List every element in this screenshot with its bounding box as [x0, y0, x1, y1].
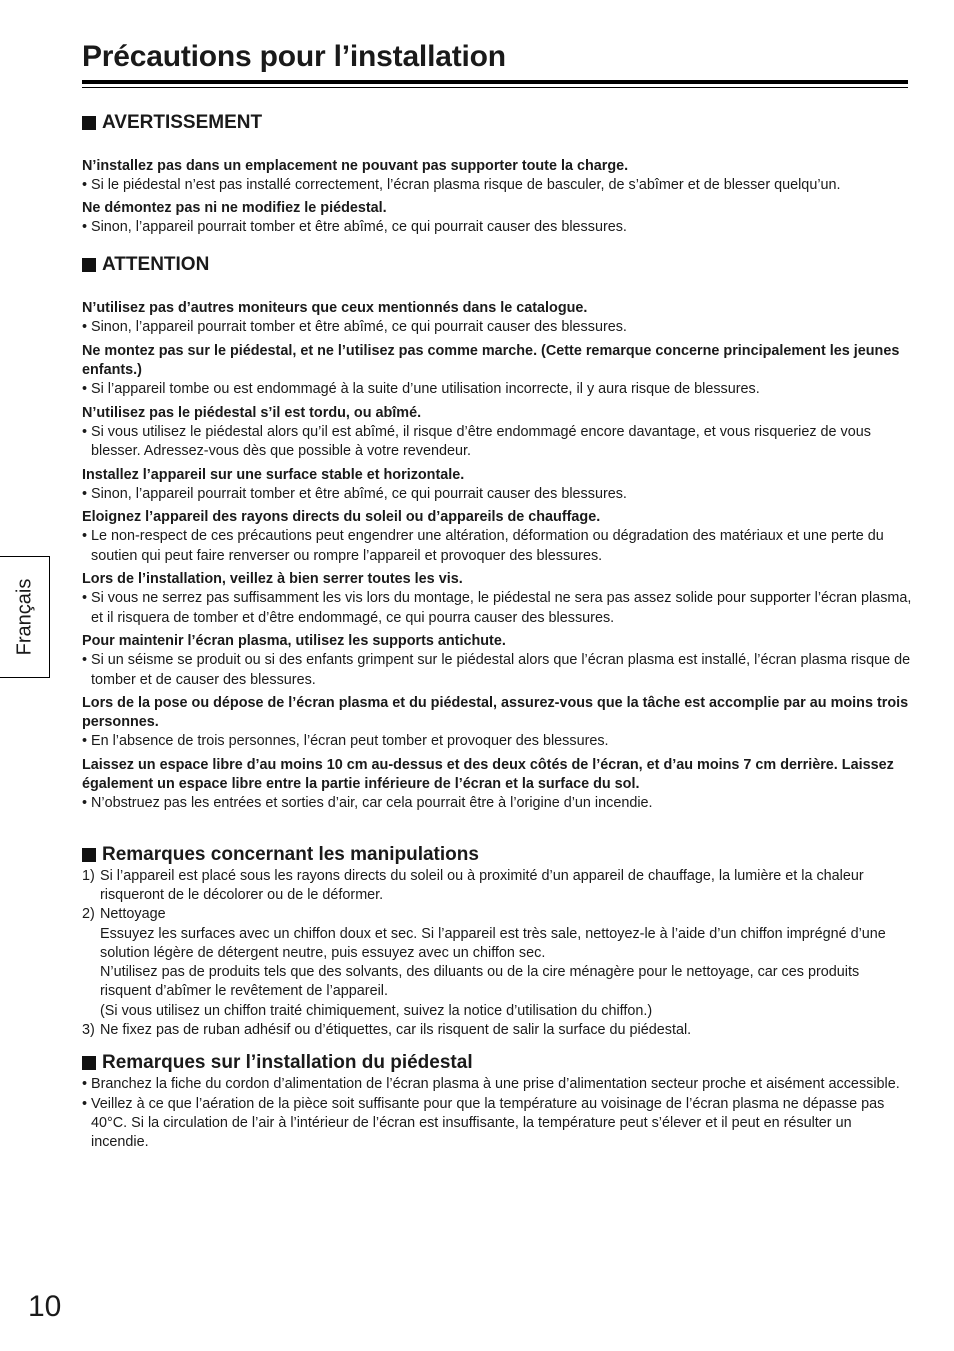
language-tab: [0, 556, 50, 678]
caution-heading-text: ATTENTION: [102, 254, 210, 276]
caution-item-title: Installez l’appareil sur une surface stable et horizontale.: [82, 466, 465, 483]
caution-item: [82, 570, 912, 628]
handling-item-2: [82, 905, 912, 924]
stand-bullet: [82, 1075, 912, 1094]
bullet-icon: •: [82, 652, 88, 669]
caution-item-title: Eloignez l’appareil des rayons directs du soleil ou d’appareils de chauffage.: [82, 509, 601, 526]
section-square-icon: [82, 1056, 96, 1070]
title-rule-thick: [82, 80, 908, 84]
stand-bullet: [82, 1095, 912, 1153]
bullet-icon: •: [82, 1076, 88, 1093]
warning-item: [82, 199, 912, 238]
caution-item-text: Si l’appareil tombe ou est endommagé à la suite d’une utilisation incorrecte, il y aura risque de blessures.: [91, 381, 760, 398]
caution-item: [82, 299, 912, 338]
caution-heading: [82, 253, 912, 277]
caution-item-text: En l’absence de trois personnes, l’écran peut tomber et provoquer des blessures.: [91, 733, 609, 750]
stand-heading: [82, 1051, 912, 1075]
bullet-icon: •: [82, 423, 88, 440]
handling-item-2-p2: N’utilisez pas de produits tels que des solvants, des diluants ou de la cire ménagère pour le nettoyage, car ces produits risquent d’abîmer le revêtement de l’appareil.: [100, 964, 860, 1000]
caution-item-title: Laissez un espace libre d’au moins 10 cm au-dessus et des deux côtés de l’écran, et d’au moins 7 cm derrière. Laissez également un espace libre entre la partie inférieure de l’écran et la surface du sol.: [82, 756, 894, 793]
caution-item-bullet: [82, 527, 912, 566]
bullet-icon: •: [82, 177, 88, 194]
warning-item: [82, 157, 912, 196]
bullet-icon: •: [82, 795, 88, 812]
caution-item-title: Lors de l’installation, veillez à bien serrer toutes les vis.: [82, 571, 463, 588]
handling-item-1-text: Si l’appareil est placé sous les rayons directs du soleil ou à proximité d’un appareil de chauffage, la lumière et la chaleur risqueront de le décolorer ou de le déformer.: [100, 867, 864, 903]
section-square-icon: [82, 848, 96, 862]
caution-item: [82, 508, 912, 566]
caution-item: [82, 694, 912, 752]
handling-item-2-p3: (Si vous utilisez un chiffon traité chimiquement, suivez la notice d’utilisation du chiffon.): [100, 1002, 653, 1019]
caution-item-text: Si vous utilisez le piédestal alors qu’il est abîmé, il risque d’être endommagé encore davantage, et vous risqueriez de vous blesser. Adressez-vous dès que possible à votre revendeur.: [91, 423, 871, 460]
caution-item-title: Ne montez pas sur le piédestal, et ne l’utilisez pas comme marche. (Cette remarque concerne principalement les jeunes enfants.): [82, 342, 900, 379]
caution-item-title: Pour maintenir l’écran plasma, utilisez les supports antichute.: [82, 632, 506, 649]
stand-bullet-text: Branchez la fiche du cordon d’alimentation de l’écran plasma à une prise d’alimentation secteur proche et aisément accessible.: [91, 1076, 900, 1093]
warning-item-text: Si le piédestal n’est pas installé correctement, l’écran plasma risque de basculer, de s’abîmer et de blesser quelqu’un.: [91, 177, 841, 194]
caution-item: [82, 632, 912, 690]
bullet-icon: •: [82, 319, 88, 336]
warning-heading: [82, 111, 912, 135]
list-number: 2): [82, 906, 95, 923]
bullet-icon: •: [82, 1095, 88, 1112]
caution-item-bullet: [82, 423, 912, 462]
caution-item-text: Sinon, l’appareil pourrait tomber et être abîmé, ce qui pourrait causer des blessures.: [91, 319, 627, 336]
caution-item-text: Si un séisme se produit ou si des enfants grimpent sur le piédestal alors que l’écran plasma est installé, l’écran plasma risque de tomber et de causer des blessures.: [91, 652, 911, 688]
handling-item-1: [82, 867, 912, 906]
warning-item-title: Ne démontez pas ni ne modifiez le piédestal.: [82, 199, 387, 216]
caution-item-title: N’utilisez pas d’autres moniteurs que ceux mentionnés dans le catalogue.: [82, 300, 588, 317]
caution-item: [82, 756, 912, 814]
list-number: 1): [82, 867, 95, 884]
caution-item: [82, 404, 912, 462]
caution-item-text: Sinon, l’appareil pourrait tomber et être abîmé, ce qui pourrait causer des blessures.: [91, 485, 627, 502]
bullet-icon: •: [82, 485, 88, 502]
bullet-icon: •: [82, 381, 88, 398]
handling-heading: [82, 843, 912, 867]
caution-item-bullet: [82, 318, 912, 337]
page-number: 10: [28, 1290, 62, 1323]
caution-item-text: Le non-respect de ces précautions peut engendrer une altération, déformation ou dégradation des matériaux et une perte du soutien qui peut faire renverser ou rompre l’appareil et provoquer des blessures.: [91, 528, 884, 564]
caution-item-bullet: [82, 589, 912, 628]
section-square-icon: [82, 258, 96, 272]
caution-item-title: Lors de la pose ou dépose de l’écran plasma et du piédestal, assurez-vous que la tâche est accomplie par au moins trois personnes.: [82, 694, 909, 731]
caution-item: [82, 342, 912, 400]
caution-item-bullet: [82, 794, 912, 813]
caution-item-bullet: [82, 651, 912, 690]
caution-item-title: N’utilisez pas le piédestal s’il est tordu, ou abîmé.: [82, 404, 422, 421]
title-rule-thin: [82, 87, 908, 88]
section-square-icon: [82, 116, 96, 130]
caution-item-bullet: [82, 485, 912, 504]
warning-item-title: N’installez pas dans un emplacement ne pouvant pas supporter toute la charge.: [82, 158, 629, 174]
language-tab-label: Français: [13, 578, 35, 656]
handling-item-2-title: Nettoyage: [100, 906, 166, 923]
handling-item-3: [82, 1021, 912, 1040]
caution-item-text: Si vous ne serrez pas suffisamment les vis lors du montage, le piédestal ne sera pas assez solide pour supporter l’écran plasma, et il risquera de tomber et d’être endommagé, ce qui pourra causer des blessures.: [91, 590, 912, 626]
bullet-icon: •: [82, 218, 88, 235]
bullet-icon: •: [82, 590, 88, 607]
caution-item: [82, 466, 912, 505]
stand-heading-text: Remarques sur l’installation du piédestal: [102, 1052, 473, 1074]
bullet-icon: •: [82, 733, 88, 750]
warning-item-bullet: [82, 218, 912, 237]
stand-bullet-text: Veillez à ce que l’aération de la pièce soit suffisante pour que la température au voisinage de l’écran plasma ne dépasse pas 40°C. Si la circulation de l’air à l’intérieur de l’écran est insuffisante, la température peut s’élever et il peut en résulter un incendie.: [91, 1095, 885, 1151]
warning-heading-text: AVERTISSEMENT: [102, 112, 263, 133]
list-number: 3): [82, 1021, 95, 1038]
caution-item-text: N’obstruez pas les entrées et sorties d’air, car cela pourrait être à l’origine d’un incendie.: [91, 795, 653, 812]
handling-heading-text: Remarques concernant les manipulations: [102, 843, 479, 865]
document-body: [82, 110, 912, 1152]
caution-item-bullet: [82, 380, 912, 399]
page-title: Précautions pour l’installation: [82, 40, 506, 73]
warning-item-bullet: [82, 176, 912, 195]
warning-item-text: Sinon, l’appareil pourrait tomber et être abîmé, ce qui pourrait causer des blessures.: [91, 218, 627, 235]
handling-item-3-text: Ne fixez pas de ruban adhésif ou d’étiquettes, car ils risquent de salir la surface du piédestal.: [100, 1021, 692, 1038]
bullet-icon: •: [82, 528, 88, 545]
handling-item-2-p1: Essuyez les surfaces avec un chiffon doux et sec. Si l’appareil est très sale, nettoyez-le à l’aide d’un chiffon imprégné d’une solution légère de détergent neutre, puis essuyez avec un chiffon sec.: [100, 925, 886, 961]
caution-item-bullet: [82, 732, 912, 751]
